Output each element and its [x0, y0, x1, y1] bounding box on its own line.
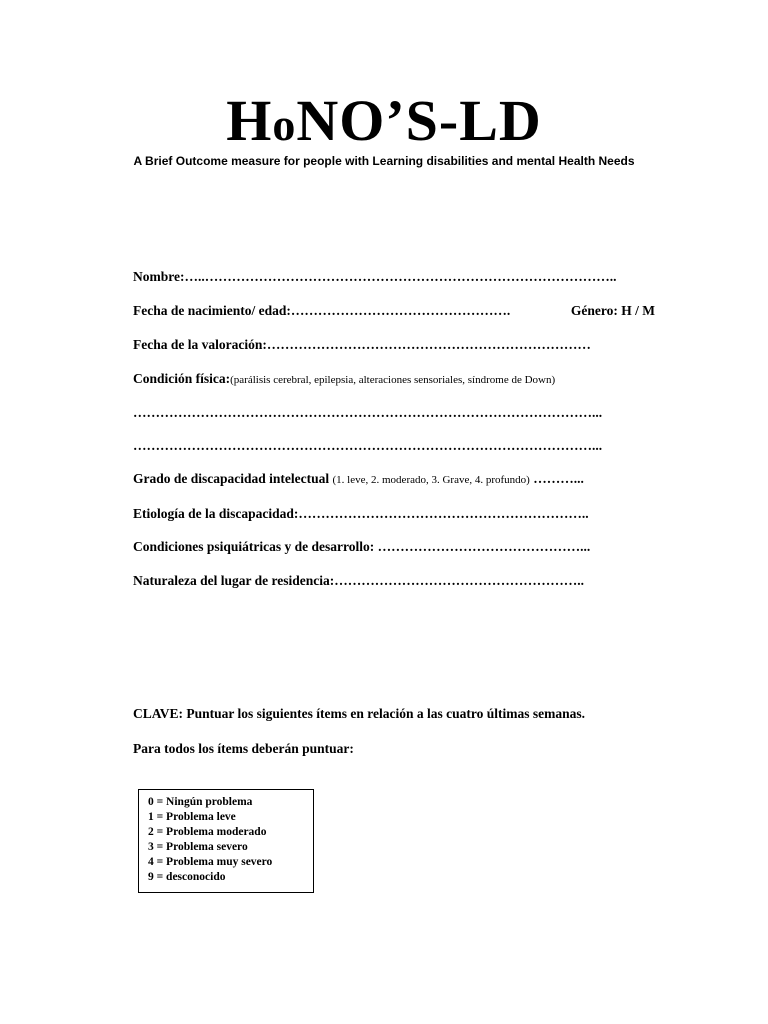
grado-note: (1. leve, 2. moderado, 3. Grave, 4. profundo) — [332, 474, 530, 486]
key-item: 4 = Problema muy severo — [148, 856, 273, 868]
title-rest: NO’S-LD — [296, 88, 542, 153]
blank-line-1[interactable] — [133, 404, 657, 422]
genero-label: Género: — [570, 303, 618, 318]
genero-value[interactable]: H / M — [621, 303, 655, 318]
nacimiento-label: Fecha de nacimiento/ edad: — [133, 303, 291, 318]
page-title — [0, 86, 768, 160]
title-o: o — [272, 99, 297, 150]
field-etiologia[interactable] — [133, 505, 657, 523]
blank-line-1-dots: …………………………………………………………………………………………... — [133, 405, 603, 420]
etiologia-dots: ……………………………………………………….. — [298, 506, 589, 521]
key-item: 3 = Problema severo — [148, 841, 248, 853]
psiquiatricas-label: Condiciones psiquiátricas y de desarrollo: — [133, 539, 375, 554]
field-fecha-valoracion[interactable] — [133, 336, 657, 354]
key-item: 1 = Problema leve — [148, 811, 236, 823]
valoracion-dots: ……………………………………………………………… — [266, 337, 591, 352]
scoring-key-box — [138, 789, 314, 893]
field-lugar-residencia[interactable] — [133, 572, 657, 590]
etiologia-label: Etiología de la discapacidad: — [133, 506, 299, 521]
field-fecha-nacimiento[interactable] — [133, 302, 657, 320]
grado-dots: ………... — [533, 471, 584, 486]
key-item: 9 = desconocido — [148, 871, 226, 883]
blank-line-2[interactable] — [133, 437, 657, 455]
field-grado-discapacidad[interactable] — [133, 470, 657, 489]
field-condiciones-psiquiatricas[interactable] — [133, 538, 657, 556]
grado-label: Grado de discapacidad intelectual — [133, 471, 330, 486]
blank-line-2-dots: …………………………………………………………………………………………... — [133, 438, 603, 453]
genero-group — [568, 302, 655, 320]
clave-instruction: CLAVE: Puntuar los siguientes ítems en relación a las cuatro últimas semanas. — [133, 706, 586, 721]
title-h: H — [226, 88, 273, 153]
subtitle: A Brief Outcome measure for people with Learning disabilities and mental Health Needs — [133, 154, 635, 168]
residencia-label: Naturaleza del lugar de residencia: — [133, 573, 335, 588]
nombre-label: Nombre: — [133, 269, 185, 284]
para-todos-instruction: Para todos los ítems deberán puntuar: — [133, 741, 354, 756]
nombre-dots: …..……………………………………………………………………………….. — [184, 269, 617, 284]
valoracion-label: Fecha de la valoración: — [133, 337, 267, 352]
key-item: 0 = Ningún problema — [148, 796, 253, 808]
residencia-dots: ……………………………………………….. — [334, 573, 584, 588]
field-condicion-fisica[interactable] — [133, 370, 657, 389]
condicion-label: Condición física: — [133, 371, 231, 386]
nacimiento-dots: …………………………………………. — [290, 303, 511, 318]
key-item: 2 = Problema moderado — [148, 826, 267, 838]
psiquiatricas-dots: ………………………………………... — [377, 539, 591, 554]
field-nombre[interactable] — [133, 268, 657, 286]
condicion-note: (parálisis cerebral, epilepsia, alteraciones sensoriales, síndrome de Down) — [230, 374, 556, 386]
